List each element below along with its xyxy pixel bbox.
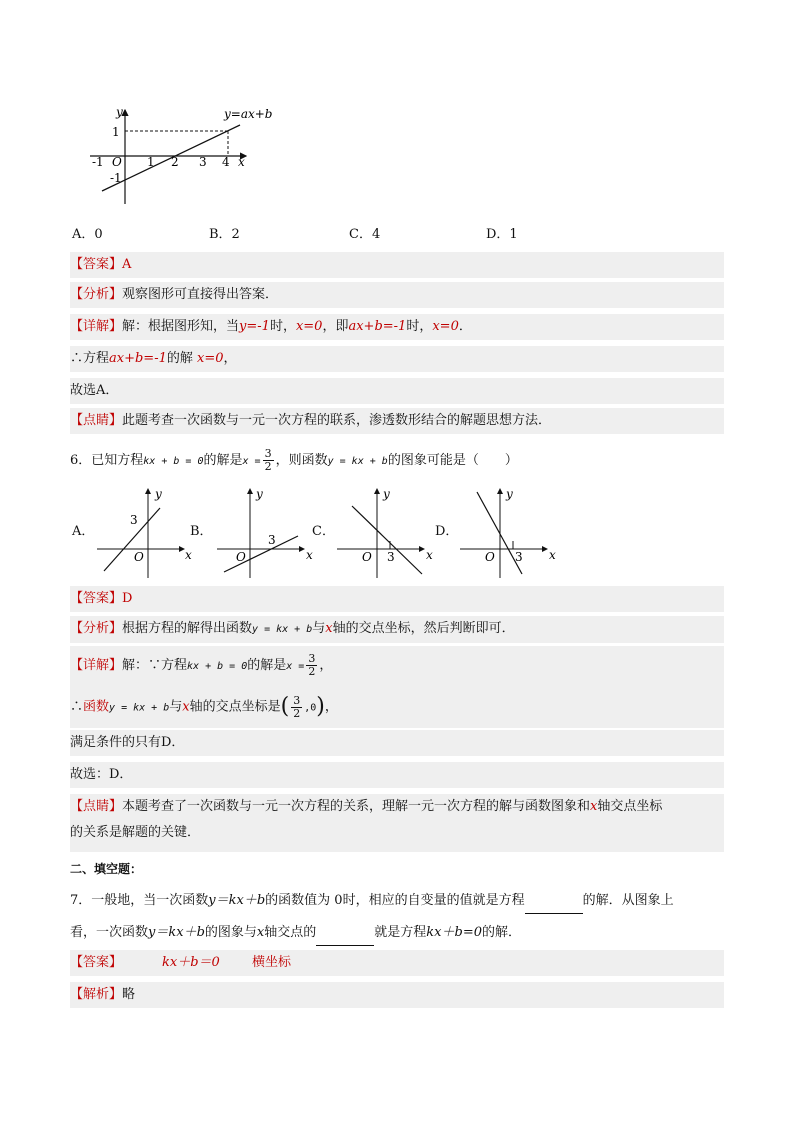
tick-3: 3	[387, 550, 395, 564]
math: ax+b=-1	[348, 319, 407, 334]
q7-line2	[70, 920, 724, 946]
text: 轴的交点坐标，然后判断即可．	[332, 621, 515, 636]
option-c[interactable]: C．4	[349, 227, 381, 242]
q6-graph-d[interactable]	[455, 486, 563, 581]
tick-3: 3	[268, 533, 276, 547]
tick-xm1: -1	[92, 155, 104, 169]
math: kx + b = 0	[143, 456, 204, 467]
math: x=0	[197, 351, 224, 366]
detail-tag: 【详解】	[70, 658, 123, 673]
text: ，则函数	[275, 453, 328, 468]
text: 6．已知方程	[70, 453, 144, 468]
q5-analysis	[70, 282, 724, 308]
math: y＝kx＋b	[148, 925, 205, 940]
math: y=-1	[239, 319, 270, 334]
q5-point	[70, 408, 724, 434]
answer-2: 横坐标	[252, 955, 292, 970]
text: 轴的交点坐标是	[189, 699, 281, 715]
y-label: y	[506, 487, 513, 501]
text: 的解．从图象上	[582, 893, 674, 908]
text: 的解．	[482, 925, 522, 940]
q5-line2	[70, 346, 724, 372]
text: 本题考查了一次函数与一元一次方程的关系，理解一元一次方程的解与函数图象和	[122, 799, 591, 814]
q5-answer	[70, 252, 724, 278]
fraction: $\frac{3}{2}$	[308, 652, 316, 678]
text: ∴	[70, 699, 84, 715]
text: ，	[223, 351, 237, 366]
math: kx + b = 0	[187, 661, 248, 672]
text: ，	[319, 658, 333, 673]
text: 的解是	[247, 658, 287, 673]
analysis-tag: 【分析】	[70, 621, 123, 636]
math: x=0	[432, 319, 459, 334]
option-a[interactable]: A．0	[72, 227, 103, 242]
text: 故选A．	[70, 383, 119, 398]
x-label: x	[238, 155, 245, 169]
section-heading: 二、填空题：	[70, 862, 143, 876]
y-label: y	[256, 487, 263, 501]
q6-stem	[70, 446, 724, 477]
origin-label: O	[112, 155, 122, 169]
q7-analysis	[70, 982, 724, 1008]
text: 轴交点的	[264, 925, 317, 940]
q6-graph-c[interactable]	[332, 486, 440, 581]
q5-detail	[70, 314, 724, 340]
q5-graph	[88, 100, 288, 210]
math: x	[256, 925, 265, 940]
y-label: y	[155, 487, 162, 501]
q6-option-b-label[interactable]: B．	[190, 524, 213, 539]
text: ，	[324, 699, 338, 715]
q6-option-c-label[interactable]: C．	[312, 524, 335, 539]
text: ∴方程	[70, 351, 110, 366]
text: 就是方程	[374, 925, 427, 940]
q6-graph-a[interactable]	[92, 486, 197, 581]
text: 的图象与	[204, 925, 257, 940]
answer-tag: 【答案】	[70, 955, 123, 970]
x-label: x	[426, 548, 433, 562]
analysis-text: 观察图形可直接得出答案．	[122, 287, 279, 302]
x-label: x	[185, 548, 192, 562]
text: 根据方程的解得出函数	[122, 621, 253, 636]
y-label: y	[116, 105, 123, 119]
tick-3: 3	[515, 550, 523, 564]
origin-label: O	[362, 550, 372, 564]
q7-line1	[70, 888, 724, 914]
detail-tag: 【详解】	[70, 319, 123, 334]
math: ax+b=-1	[109, 351, 167, 366]
math: x	[590, 799, 598, 814]
tick-x4: 4	[222, 155, 230, 169]
analysis-tag: 【分析】	[70, 287, 123, 302]
text: 的解是	[203, 453, 243, 468]
math: x	[325, 621, 333, 636]
text: 轴交点坐标	[597, 799, 663, 814]
origin-label: O	[134, 550, 144, 564]
text: 与	[169, 699, 183, 715]
curve-label: y=ax+b	[224, 107, 273, 121]
tick-x3: 3	[199, 155, 207, 169]
text: 与	[312, 621, 326, 636]
q6-graph-b[interactable]	[212, 486, 320, 581]
q6-option-a-label[interactable]: A．	[72, 524, 95, 539]
x-label: x	[549, 548, 556, 562]
text: 略	[122, 987, 136, 1002]
tick-3: 3	[130, 513, 138, 527]
detail-text: ，即	[322, 319, 349, 334]
text: 的图象可能是（ ）	[387, 453, 518, 468]
text: 故选：D．	[70, 767, 133, 782]
q6-option-d-label[interactable]: D．	[435, 524, 459, 539]
answer-tag: 【答案】	[70, 257, 123, 272]
answer-text: D	[122, 591, 133, 606]
tick-x1: 1	[147, 155, 155, 169]
fraction: $\frac{3}{2}$	[293, 693, 301, 720]
point-tag: 【点睛】	[70, 799, 123, 814]
answer-text: A	[122, 257, 132, 272]
option-b[interactable]: B．2	[209, 227, 240, 242]
text: 满足条件的只有D．	[70, 735, 185, 750]
origin-label: O	[236, 550, 246, 564]
detail-text: 解：根据图形知，当	[122, 319, 240, 334]
math: x =	[286, 661, 305, 672]
answer-tag: 【答案】	[70, 591, 123, 606]
y-label: y	[383, 487, 390, 501]
math: kx＋b=0	[426, 925, 482, 940]
origin-label: O	[485, 550, 495, 564]
q7-answer	[70, 950, 724, 976]
blank-2[interactable]	[316, 931, 374, 946]
point-text: 此题考查一次函数与一元一次方程的联系，渗透数形结合的解题思想方法．	[122, 413, 552, 428]
text: 7．一般地，当一次函数	[70, 893, 209, 908]
tick-ym1: -1	[110, 171, 122, 185]
math: y = kx + b	[327, 456, 388, 467]
analysis-tag: 【解析】	[70, 987, 123, 1002]
text: 看，一次函数	[70, 925, 149, 940]
q6-line3	[70, 730, 724, 756]
tick-x2: 2	[171, 155, 179, 169]
detail-text: 时，	[269, 319, 296, 334]
blank-1[interactable]	[525, 899, 583, 914]
x-label: x	[306, 548, 313, 562]
detail-text: 时，	[406, 319, 433, 334]
math: y = kx + b	[252, 624, 313, 635]
text: 函数	[83, 699, 110, 715]
q6-answer	[70, 586, 724, 612]
q5-line3	[70, 378, 724, 404]
tick-y1: 1	[112, 125, 120, 139]
q6-analysis	[70, 616, 724, 643]
math: y＝kx＋b	[208, 893, 266, 908]
q6-point	[70, 794, 724, 852]
math: x =	[242, 456, 261, 467]
fraction: $\frac{3}{2}$	[264, 447, 272, 473]
text: 解：∵方程	[122, 658, 188, 673]
text: 的函数值为 0时，相应的自变量的值就是方程	[265, 893, 525, 908]
answer-1: kx＋b＝0	[162, 955, 220, 970]
math: x	[182, 699, 190, 715]
text: 的解	[166, 351, 193, 366]
option-d[interactable]: D．1	[486, 227, 518, 242]
math: y = kx + b	[109, 702, 170, 714]
math: x=0	[295, 319, 323, 334]
text: 的关系是解题的关键．	[70, 825, 201, 840]
q6-line2: ∴函数y = kx + b与x轴的交点坐标是( $\frac{3}{2}$ ,0)，	[70, 686, 724, 728]
detail-text: ．	[458, 319, 472, 334]
point-tag: 【点睛】	[70, 413, 123, 428]
math: ,0	[304, 702, 317, 714]
q6-detail	[70, 646, 724, 686]
q6-line4	[70, 762, 724, 788]
